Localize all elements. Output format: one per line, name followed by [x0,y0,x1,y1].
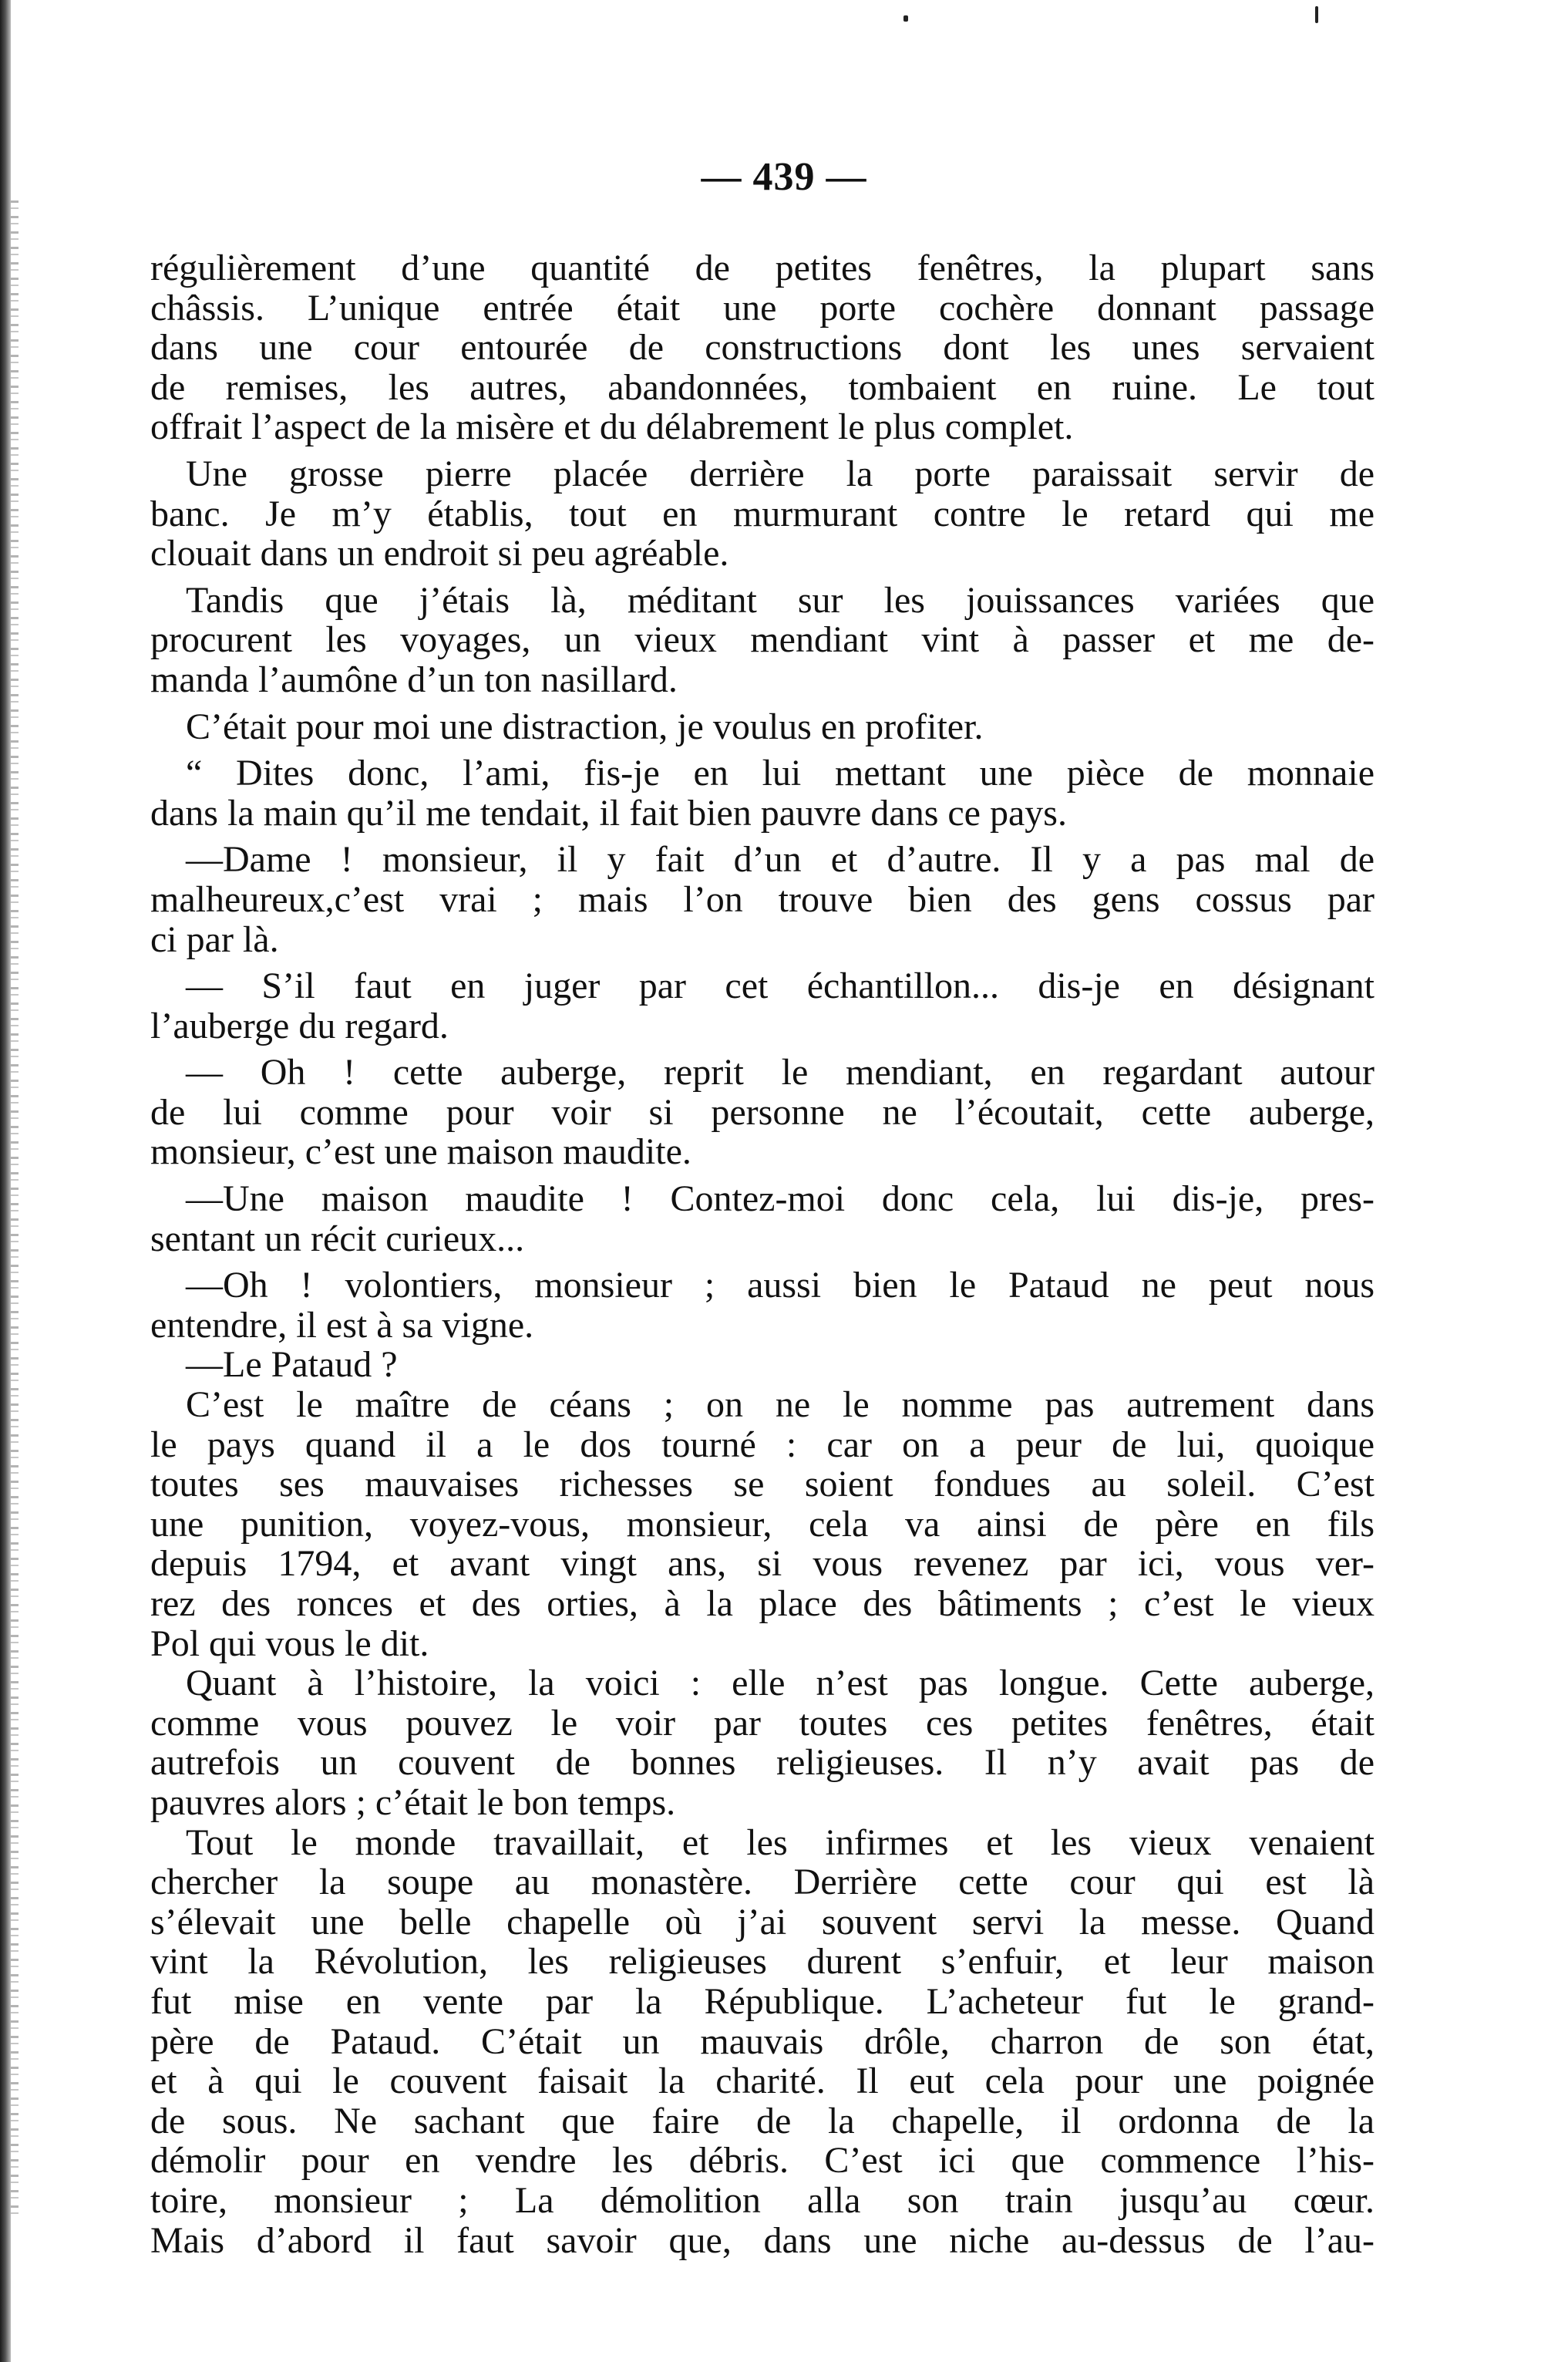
text-line: Tout le monde travaillait, et les infirmes et les vieux venaient [186,1822,1375,1863]
text-line: depuis 1794, et avant vingt ans, si vous revenez par ici, vous ver- [150,1544,1375,1584]
text-line: le pays quand il a le dos tourné : car on a peur de lui, quoique [150,1424,1375,1465]
text-line: vint la Révolution, les religieuses durent s’enfuir, et leur maison [150,1942,1375,1982]
text-line: — S’il faut en juger par cet échantillon... dis-je en désignant [186,966,1375,1006]
text-line: une punition, voyez-vous, monsieur, cela va ainsi de père en fils [150,1504,1375,1545]
text-line: dans une cour entourée de constructions dont les unes servaient [150,328,1375,368]
text-line: monsieur, c’est une maison maudite. [150,1132,691,1173]
text-line: offrait l’aspect de la misère et du délabrement le plus complet. [150,407,1074,447]
text-line: clouait dans un endroit si peu agréable. [150,534,729,574]
page-body-text [150,248,1375,2260]
text-line: ci par là. [150,919,279,960]
text-line: manda l’aumône d’un ton nasillard. [150,659,678,700]
text-line: chercher la soupe au monastère. Derrière cette cour qui est là [150,1862,1375,1902]
text-line: —Le Pataud ? [186,1345,398,1386]
text-line: “ Dites donc, l’ami, fis-je en lui mettant une pièce de monnaie [186,753,1375,794]
text-line: C’était pour moi une distraction, je voulus en profiter. [186,706,984,747]
text-line: —Dame ! monsieur, il y fait d’un et d’autre. Il y a pas mal de [186,840,1375,880]
text-line: fut mise en vente par la République. L’acheteur fut le grand- [150,1981,1375,2022]
page-binding-shadow [11,200,19,2221]
text-line: banc. Je m’y établis, tout en murmurant contre le retard qui me [150,494,1375,534]
text-line: autrefois un couvent de bonnes religieuses. Il n’y avait pas de [150,1743,1375,1783]
text-line: Mais d’abord il faut savoir que, dans une niche au-dessus de l’au- [150,2220,1375,2261]
text-line: châssis. L’unique entrée était une porte cochère donnant passage [150,288,1375,329]
text-line: —Oh ! volontiers, monsieur ; aussi bien le Pataud ne peut nous [186,1265,1375,1306]
text-line: entendre, il est à sa vigne. [150,1305,534,1346]
text-line: l’auberge du regard. [150,1006,449,1046]
text-line: de sous. Ne sachant que faire de la chapelle, il ordonna de la [150,2101,1375,2141]
text-line: rez des ronces et des orties, à la place des bâtiments ; c’est le vieux [150,1584,1375,1624]
text-line: Pol qui vous le dit. [150,1623,429,1664]
print-speck [903,15,908,22]
print-speck [1315,6,1318,23]
text-line: de remises, les autres, abandonnées, tombaient en ruine. Le tout [150,367,1375,408]
text-line: Tandis que j’étais là, méditant sur les jouissances variées que [186,580,1375,621]
text-line: régulièrement d’une quantité de petites fenêtres, la plupart sans [150,248,1375,288]
text-line: toutes ses mauvaises richesses se soient fondues au soleil. C’est [150,1464,1375,1504]
text-line: —Une maison maudite ! Contez-moi donc cela, lui dis-je, pres- [186,1179,1375,1219]
text-line: père de Pataud. C’était un mauvais drôle, charron de son état, [150,2021,1375,2062]
text-line: démolir pour en vendre les débris. C’est ici que commence l’his- [150,2141,1375,2181]
text-line: malheureux,c’est vrai ; mais l’on trouve bien des gens cossus par [150,879,1375,920]
text-line: pauvres alors ; c’était le bon temps. [150,1782,676,1823]
text-line: comme vous pouvez le voir par toutes ces petites fenêtres, était [150,1703,1375,1744]
text-line: de lui comme pour voir si personne ne l’écoutait, cette auberge, [150,1092,1375,1133]
text-line: dans la main qu’il me tendait, il fait bien pauvre dans ce pays. [150,793,1067,834]
text-line: Une grosse pierre placée derrière la porte paraissait servir de [186,453,1375,494]
text-line: procurent les voyages, un vieux mendiant vint à passer et me de- [150,620,1375,660]
text-line: s’élevait une belle chapelle où j’ai souvent servi la messe. Quand [150,1902,1375,1943]
page-binding-edge [0,0,11,2362]
text-line: C’est le maître de céans ; on ne le nomme pas autrement dans [186,1385,1375,1425]
text-line: Quant à l’histoire, la voici : elle n’est pas longue. Cette auberge, [186,1663,1375,1703]
text-line: toire, monsieur ; La démolition alla son train jusqu’au cœur. [150,2180,1375,2221]
page-number: — 439 — [701,155,867,199]
text-line: — Oh ! cette auberge, reprit le mendiant, en regardant autour [186,1053,1375,1093]
text-line: et à qui le couvent faisait la charité. Il eut cela pour une poignée [150,2061,1375,2101]
text-line: sentant un récit curieux... [150,1218,525,1259]
